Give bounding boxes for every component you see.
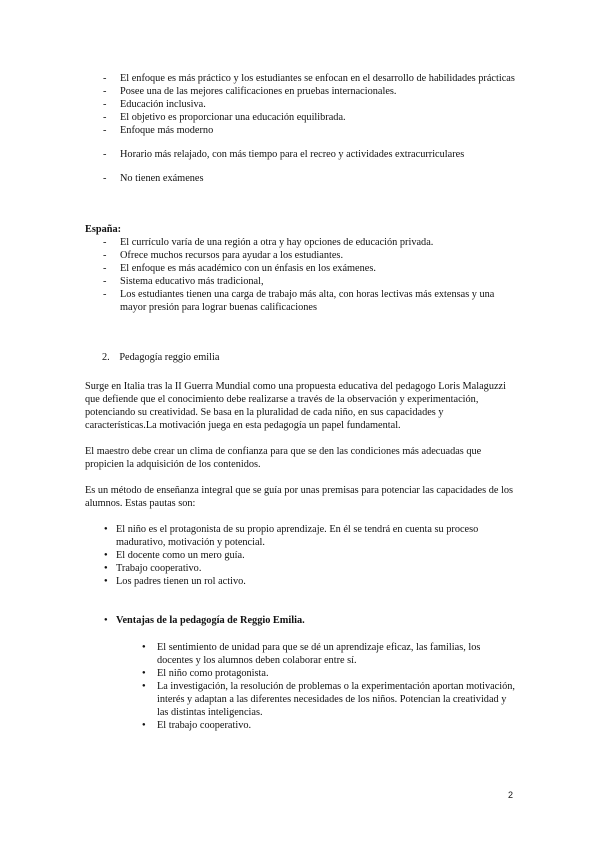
method-paragraph: Es un método de enseñanza integral que se guía por unas premisas para potenciar las capacidades de los alumnos. Estas pautas son: bbox=[85, 485, 514, 509]
list-item: ● Los padres tienen un rol activo. bbox=[85, 575, 515, 588]
list-item: - Educación inclusiva. bbox=[85, 98, 515, 111]
section-title: Pedagogía reggio emilia bbox=[119, 352, 220, 363]
list-item: ● El niño como protagonista. bbox=[127, 667, 517, 680]
list-item: - El enfoque es más académico con un énfasis en los exámenes. bbox=[85, 262, 515, 275]
list-item: - El objetivo es proporcionar una educación equilibrada. bbox=[85, 111, 515, 124]
spain-features-list bbox=[85, 236, 515, 314]
premises-list bbox=[85, 523, 515, 588]
list-item: - Ofrece muchos recursos para ayudar a los estudiantes. bbox=[85, 249, 515, 262]
section-number: 2. bbox=[102, 352, 110, 363]
list-item: - Sistema educativo más tradicional, bbox=[85, 275, 515, 288]
list-item: - El enfoque es más práctico y los estudiantes se enfocan en el desarrollo de habilidades prácticas bbox=[85, 72, 515, 85]
list-item: - Posee una de las mejores calificaciones en pruebas internacionales. bbox=[85, 85, 515, 98]
spain-heading: España: bbox=[85, 224, 122, 235]
list-item: ● Trabajo cooperativo. bbox=[85, 562, 515, 575]
list-item: - No tienen exámenes bbox=[85, 172, 515, 185]
page-number: 2 bbox=[508, 790, 514, 800]
section-heading bbox=[102, 351, 219, 364]
advantages-heading: ● Ventajas de la pedagogía de Reggio Emilia. bbox=[85, 614, 515, 627]
list-item: - Enfoque más moderno bbox=[85, 124, 515, 137]
list-item: - Los estudiantes tienen una carga de trabajo más alta, con horas lectivas más extensas y una mayor presión para lograr buenas calificaciones bbox=[85, 288, 515, 314]
list-item: - El currículo varía de una región a otra y hay opciones de educación privada. bbox=[85, 236, 515, 249]
advantages-list bbox=[127, 641, 517, 732]
finland-features-list bbox=[85, 72, 515, 185]
list-item: ● La investigación, la resolución de problemas o la experimentación aportan motivación, interés y adaptan a las diferentes necesidades de los niños. Potencian la creatividad y las distintas inteligencias. bbox=[127, 680, 517, 719]
teacher-paragraph: El maestro debe crear un clima de confianza para que se den las condiciones más adecuadas que propicien la adquisición de los contenidos. bbox=[85, 446, 482, 470]
list-item: - Horario más relajado, con más tiempo para el recreo y actividades extracurriculares bbox=[85, 148, 515, 161]
advantages-heading-list bbox=[85, 614, 515, 627]
list-item: ● El niño es el protagonista de su propio aprendizaje. En él se tendrá en cuenta su proceso madurativo, motivación y potencial. bbox=[85, 523, 515, 549]
intro-paragraph: Surge en Italia tras la II Guerra Mundial como una propuesta educativa del pedagogo Loris Malaguzzi que defiende que el conocimiento debe realizarse a través de la observación y experimentación, potenciando su creatividad. Se basa en la pluralidad de cada niño, en sus capacidades y características.La motivación juega en esta pedagogía un papel fundamental. bbox=[85, 381, 506, 431]
list-item: ● El docente como un mero guía. bbox=[85, 549, 515, 562]
list-item: ● El trabajo cooperativo. bbox=[127, 719, 517, 732]
list-item: ● El sentimiento de unidad para que se dé un aprendizaje eficaz, las familias, los docentes y los alumnos deben colaborar entre sí. bbox=[127, 641, 517, 667]
